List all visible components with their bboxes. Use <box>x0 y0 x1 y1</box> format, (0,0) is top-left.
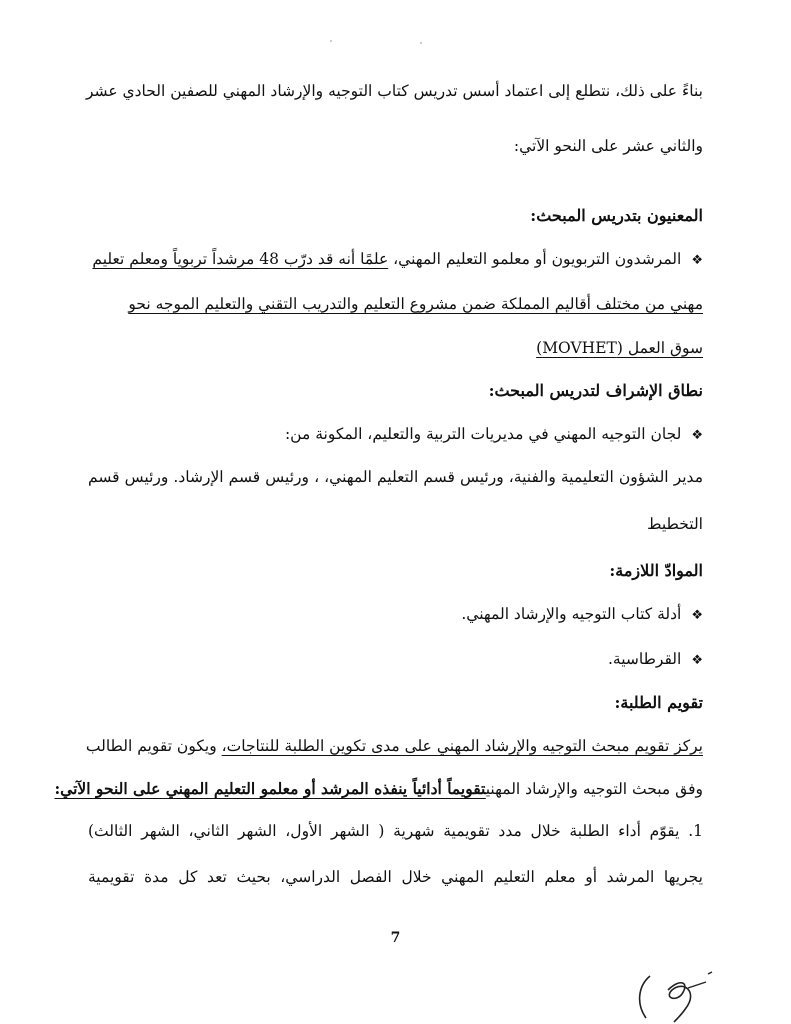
intro-line-1: بناءً على ذلك، نتطلع إلى اعتماد أسس تدريس كتاب التوجيه والإرشاد المهني للصفين الحادي عشر <box>85 82 703 100</box>
teaching-item-1-part-b: علمًا أنه قد درّب 48 مرشداً تربوياً ومعلم تعليم <box>92 250 389 268</box>
evaluation-line-2-part-b: تقويماً أدائياً ينفذه المرشد أو معلمو التعليم المهني على النحو الآتي: <box>54 779 486 798</box>
supervision-item-1 <box>88 423 703 447</box>
heading-teaching: المعنيون بتدريس المبحث: <box>530 206 703 225</box>
diamond-bullet-icon: ❖ <box>691 608 703 623</box>
evaluation-line-2-part-a: وفق مبحث التوجيه والإرشاد المهني <box>485 780 703 798</box>
intro-line-2: والثاني عشر على النحو الآتي: <box>513 137 703 155</box>
heading-materials: الموادّ اللازمة: <box>609 561 703 580</box>
diamond-bullet-icon: ❖ <box>691 253 703 268</box>
scan-speck <box>330 40 332 42</box>
scan-speck <box>420 42 422 44</box>
teaching-item-1-line-3: سوق العمل (MOVHET) <box>536 339 703 357</box>
evaluation-line-1-part-a: يركز تقويم مبحث التوجيه والإرشاد المهني على مدى تكوين الطلبة للنتاجات، <box>221 737 703 755</box>
evaluation-line-1-part-b: ويكون تقويم الطالب <box>85 737 217 755</box>
materials-item-2 <box>88 648 703 672</box>
teaching-item-1 <box>88 248 703 272</box>
teaching-item-1-part-a: المرشدون التربويون أو معلمو التعليم المهني، <box>393 250 682 268</box>
teaching-item-1-line-2: مهني من مختلف أقاليم المملكة ضمن مشروع التعليم والتدريب التقني والتعليم الموجه نحو <box>128 295 703 313</box>
heading-evaluation: تقويم الطلبة: <box>614 693 703 712</box>
handwritten-signature <box>628 968 728 1024</box>
diamond-bullet-icon: ❖ <box>691 653 703 668</box>
supervision-line-3: التخطيط <box>647 515 703 533</box>
diamond-bullet-icon: ❖ <box>691 428 703 443</box>
evaluation-line-2 <box>54 778 703 800</box>
evaluation-item-1-line-2: يجريها المرشد أو معلم التعليم المهني خلال الفصل الدراسي، بحيث تعد كل مدة تقويمية <box>88 868 703 886</box>
heading-supervision: نطاق الإشراف لتدريس المبحث: <box>488 381 703 400</box>
materials-item-1 <box>88 603 703 627</box>
materials-item-1-text: أدلة كتاب التوجيه والإرشاد المهني. <box>461 605 682 623</box>
supervision-line-2: مدير الشؤون التعليمية والفنية، ورئيس قسم التعليم المهني، ، ورئيس قسم الإرشاد. ورئيس قسم <box>88 468 703 486</box>
evaluation-item-1-line-1: 1. يقوّم أداء الطلبة خلال مدد تقويمية شهرية ( الشهر الأول، الشهر الثاني، الشهر الثالث) <box>88 822 703 840</box>
supervision-item-1-text: لجان التوجيه المهني في مديريات التربية والتعليم، المكونة من: <box>284 425 682 443</box>
materials-item-2-text: القرطاسية. <box>607 650 682 668</box>
evaluation-line-1 <box>85 735 703 757</box>
page-number: 7 <box>390 930 401 946</box>
